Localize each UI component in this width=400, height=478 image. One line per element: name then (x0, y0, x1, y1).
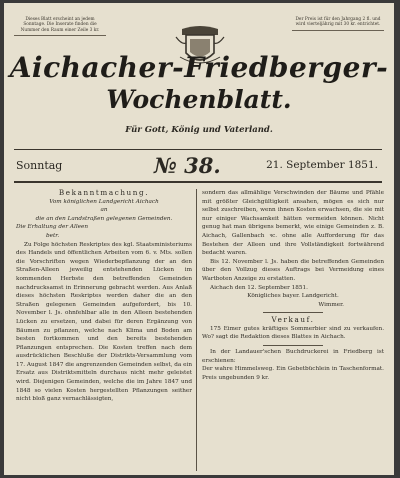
announcement-deadline: Bis 12. November l. Js. haben die betreffenden Gemeinden über den Vollzug dieses Auftrags bei Vermeidung eines Wartboten Anzeige zu erstatten. (202, 258, 384, 282)
issue-day: Sonntag (16, 159, 63, 172)
announcement-authority: Vom königlichen Landgericht Aichach (49, 198, 159, 205)
issue-number: № 38. (154, 153, 221, 178)
announcement-subject: Die Erhaltung der Alleen (16, 224, 89, 231)
signature-name: Wimmer. (318, 301, 344, 308)
sale-body: 175 Eimer gutes kräftiges Sommerbier sind zu verkaufen. Wo? sagt die Redaktion dieses Blattes in Aichach. (202, 325, 384, 341)
announcement-heading: Bekanntmachung. (58, 188, 150, 197)
header-rule-bottom (14, 181, 382, 183)
column-divider (196, 189, 197, 471)
issue-date: 21. September 1851. (266, 159, 378, 171)
masthead-title-line1: Aichacher-Friedberger- (9, 51, 389, 84)
header-rule-top (14, 149, 382, 150)
announcement-place-date: Aichach den 12. September 1851. (210, 284, 308, 291)
motto: Für Gott, König und Vaterland. (125, 125, 273, 135)
sale-heading: Verkauf. (271, 314, 315, 324)
right-column (202, 189, 384, 383)
announcement-subject-betr: betr. (46, 232, 60, 239)
left-column (16, 189, 192, 404)
announcement-body: Zu Folge höchsten Reskriptes des kgl. Staatsministeriums des Handels und öffentlichen Arbeiten vom 6. v. Mts. sollen die Vorschriften wegen Wiederbepflanzung der an den Straßen-Alleen jeweilig entstehenden Lücken im kommenden Herbste den betreffenden Gemeinden nachdrucksamst in Erinnerung gebracht werden. Aus Anlaß dieses höchsten Reskriptes werden daher die an den Straßen gelegenen Gemeinden aufgefordert, bis 10. November l. Js. ohnfehlbar alle in den Alleen bestehenden Lücken zu ersetzen, und dabei für deren Ergänzung von Bäumen zu pflanzen, welche nach Klima und Boden am besten fortkommen und den bereits bestehenden Pflanzungen entsprechen. Die Kosten treffen nach dem ausdrücklichen Beschluße der Distrikts-Versammlung vom 17. August 1847 die angrenzenden Gemeinden selbst, da ein Ersatz aus Distriktsmitteln durchaus nicht mehr geleistet wird. Diejenigen Gemeinden, welche die im Jahre 1847 und 1848 so vielen Kosten hergestellten Pflanzungen seither nicht bloß ganz vernachlässigten, (16, 241, 192, 403)
announcement-continuation: sondern das allmählige Verschwinden der Bäume und Pfähle mit größter Gleichgültigkeit ansahen, mögen es sich nur selbst zuschreiben, wenn ihnen Kosten erwachsen, die sie mit nur einiger Wachsamkeit hätten vermeiden können. Nicht genug hat man übrigens bemerkt, wie einige Gemeinden z. B. Aichach, Gallenbach ꝛc. ohne alle Aufforderung für das Bestehen der Alleen und ihre Vollständigkeit fortwährend bedacht waren. (202, 190, 384, 257)
announcement-an: an (100, 207, 108, 214)
section-rule-2 (263, 345, 323, 346)
book-title: Der wahre Himmelsweg. Ein Gebetbüchlein in Taschenformat. Preis ungebunden 9 kr. (202, 366, 384, 382)
book-intro: In der Landauer'schen Buchdruckerei in Friedberg ist erschienen: (202, 349, 384, 364)
masthead-title-line2: Wochenblatt. (106, 85, 292, 114)
announcement-addressees: die an den Landstraßen gelegenen Gemeinden. (35, 215, 173, 222)
section-rule (263, 312, 323, 313)
issue-line (14, 153, 382, 179)
price-notice-right: Der Preis ist für den Jahrgang 2 fl. und wird vierteljährig mit 30 kr. entrichtet. (292, 17, 384, 31)
newspaper-page (4, 3, 394, 475)
signature-authority: Königliches bayer. Landgericht. (247, 293, 339, 300)
subscription-notice-left: Dieses Blatt erscheint an jedem Sonntage. Die Inserate finden die Nummer den Raum einer Zeile 3 kr. (14, 17, 106, 36)
